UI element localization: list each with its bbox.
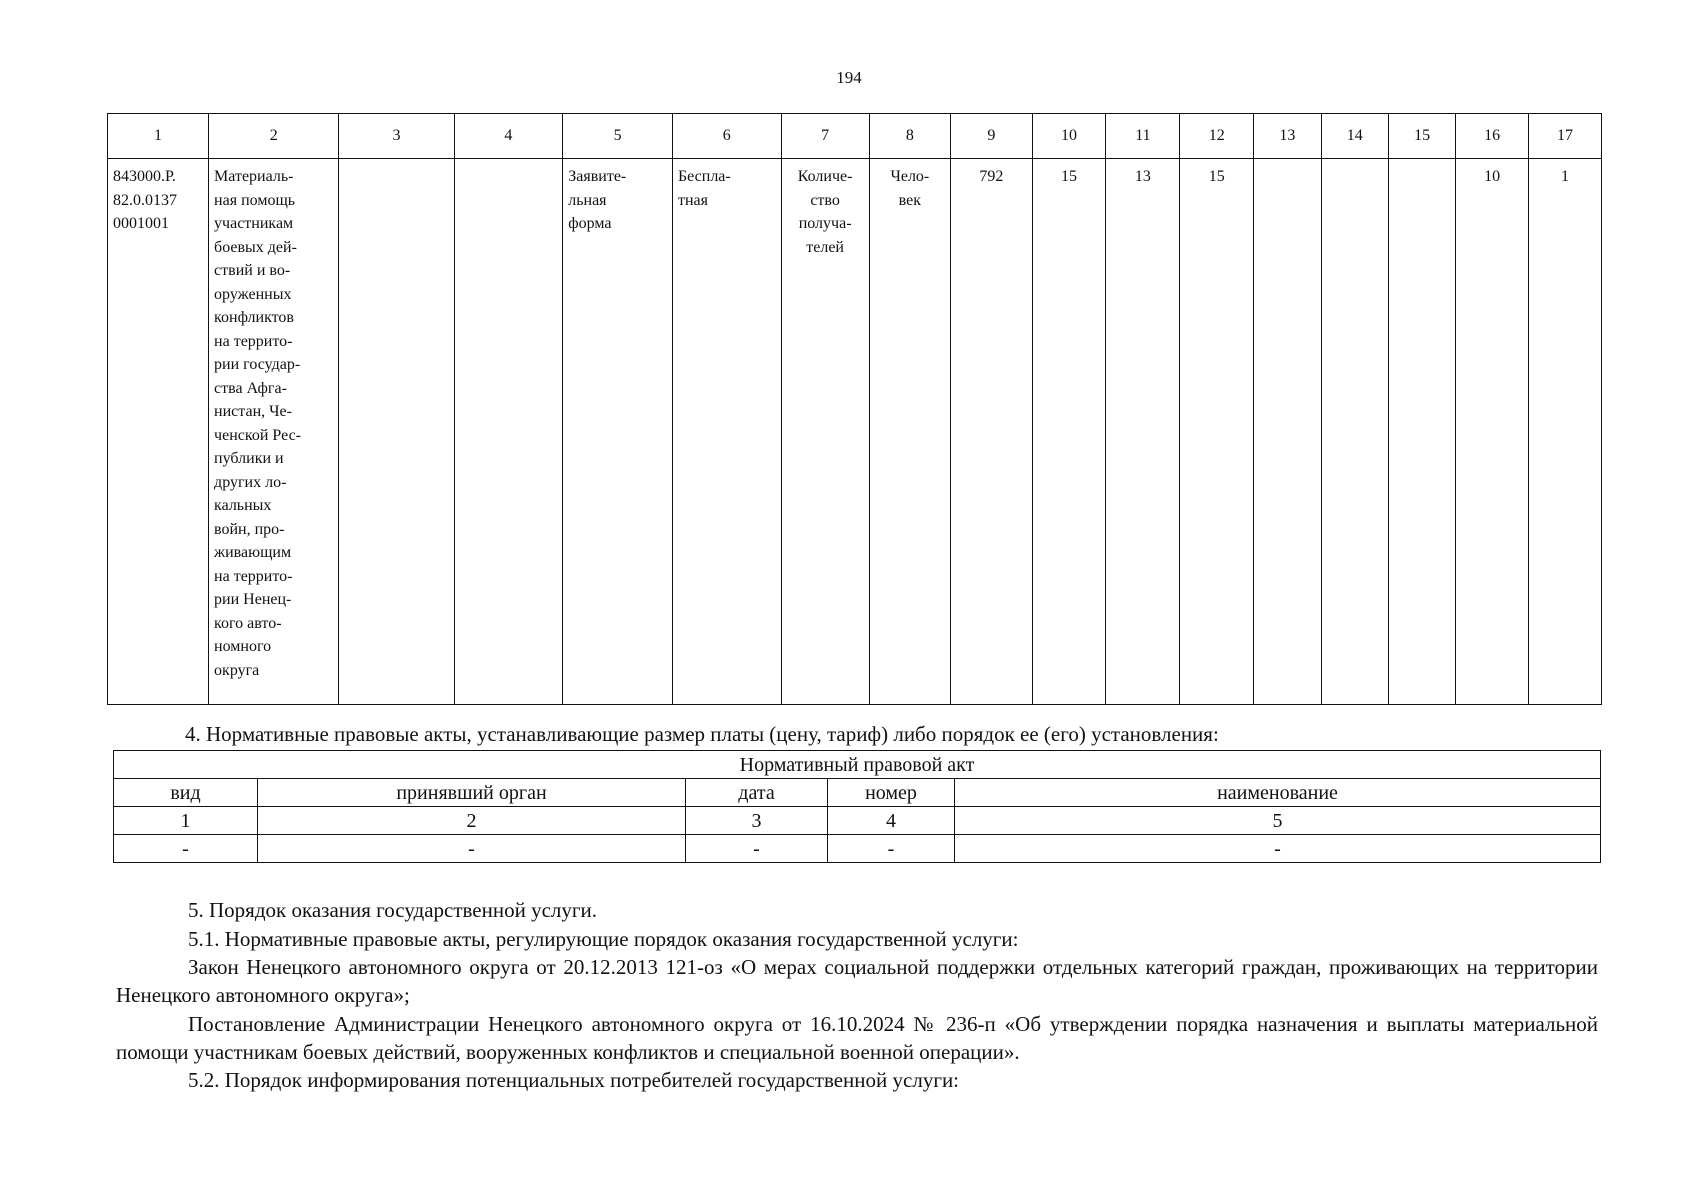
law-paragraph-2: Постановление Администрации Ненецкого автономного округа от 16.10.2024 № 236-п «Об утверждении порядка назначения и выплаты материальной помощи участникам боевых действий, вооруженных конфликтов и специальной военной операции». (116, 1012, 1598, 1064)
cell-15 (1388, 159, 1455, 705)
cell-line: живающим (214, 544, 292, 561)
cell-line: 843000.Р. (113, 168, 176, 185)
cell-line: участникам (214, 215, 294, 232)
cell-line: нистан, Че- (214, 403, 292, 420)
column-number-3: 3 (339, 114, 454, 159)
cell-line: округа (214, 661, 260, 679)
table-row (114, 835, 1601, 863)
section-5-2-heading: 5.2. Порядок информирования потенциальных потребителей государственной услуги: (188, 1068, 960, 1092)
column-number-13: 13 (1254, 114, 1321, 159)
cell-value-2: - (258, 835, 686, 863)
cell-line: ная помощь (214, 191, 296, 209)
column-number-16: 16 (1456, 114, 1529, 159)
cell-line: боевых дей- (214, 238, 297, 256)
cell-line: рии Ненец- (214, 591, 292, 608)
column-number-7: 7 (781, 114, 869, 159)
service-name-cell (209, 159, 339, 705)
cell-line: кого авто- (214, 614, 282, 632)
cell-3 (339, 159, 454, 705)
cell-line: 0001001 (113, 215, 169, 232)
column-header-2: принявший орган (258, 779, 686, 807)
column-number-5: 5 (955, 807, 1601, 835)
payment-cell (672, 159, 781, 705)
cell-line: ства Афга- (214, 379, 287, 397)
cell-line: телей (806, 238, 844, 256)
column-header-3: дата (686, 779, 828, 807)
cell-line: получа- (798, 215, 852, 232)
table-header-row (108, 114, 1602, 159)
table-header-row (114, 779, 1601, 807)
column-number-1: 1 (114, 807, 258, 835)
cell-line: Количе- (797, 168, 853, 185)
cell-line: кальных (214, 497, 272, 514)
column-number-6: 6 (672, 114, 781, 159)
unit-cell (869, 159, 950, 705)
column-number-9: 9 (951, 114, 1032, 159)
cell-line: Заявите- (568, 168, 627, 185)
cell-line: публики и (214, 450, 284, 467)
cell-line: льная (568, 191, 607, 209)
column-number-8: 8 (869, 114, 950, 159)
cell-9: 792 (951, 159, 1032, 705)
cell-line: других ло- (214, 473, 287, 491)
page-number: 194 (836, 68, 862, 87)
cell-14 (1321, 159, 1388, 705)
cell-line: век (898, 191, 922, 209)
cell-16: 10 (1456, 159, 1529, 705)
cell-line: конфликтов (214, 309, 294, 326)
cell-11: 13 (1106, 159, 1180, 705)
column-number-12: 12 (1180, 114, 1254, 159)
column-number-11: 11 (1106, 114, 1180, 159)
column-header-1: вид (114, 779, 258, 807)
indicator-cell (781, 159, 869, 705)
column-number-15: 15 (1388, 114, 1455, 159)
cell-value-4: - (828, 835, 955, 863)
cell-line: рии государ- (214, 356, 301, 373)
column-number-4: 4 (454, 114, 563, 159)
service-volume-table (107, 113, 1602, 705)
column-header-5: наименование (955, 779, 1601, 807)
cell-4 (454, 159, 563, 705)
section-5-1-heading: 5.1. Нормативные правовые акты, регулирующие порядок оказания государственной услуги: (188, 927, 1019, 951)
cell-line: ствий и во- (214, 262, 291, 279)
column-number-3: 3 (686, 807, 828, 835)
cell-line: ство (810, 191, 840, 209)
cell-line: Чело- (890, 168, 930, 185)
cell-value-1: - (114, 835, 258, 863)
column-number-5: 5 (563, 114, 673, 159)
cell-line: номного (214, 638, 272, 655)
cell-line: Материаль- (214, 168, 294, 185)
cell-line: оруженных (214, 285, 292, 303)
form-cell (563, 159, 673, 705)
cell-value-5: - (955, 835, 1601, 863)
cell-value-3: - (686, 835, 828, 863)
cell-line: Беспла- (677, 168, 731, 185)
cell-10: 15 (1032, 159, 1106, 705)
cell-line: войн, про- (214, 520, 285, 538)
law-paragraph-1: Закон Ненецкого автономного округа от 20.12.2013 121-оз «О мерах социальной поддержки отдельных категорий граждан, проживающих на территории Ненецкого автономного округа»; (116, 955, 1598, 1007)
legal-acts-table (113, 750, 1601, 863)
column-number-2: 2 (209, 114, 339, 159)
cell-line: ченской Рес- (214, 426, 301, 444)
column-number-1: 1 (108, 114, 209, 159)
cell-line: 82.0.0137 (113, 191, 177, 209)
column-number-17: 17 (1529, 114, 1602, 159)
table-row (108, 159, 1602, 705)
column-number-14: 14 (1321, 114, 1388, 159)
cell-13 (1254, 159, 1321, 705)
cell-line: на террито- (214, 567, 293, 585)
table-number-row (114, 807, 1601, 835)
cell-line: форма (568, 215, 612, 232)
legal-act-title: Нормативный правовой акт (114, 751, 1601, 779)
column-number-4: 4 (828, 807, 955, 835)
column-number-2: 2 (258, 807, 686, 835)
cell-line: тная (677, 191, 708, 209)
cell-line: на террито- (214, 332, 293, 350)
column-header-4: номер (828, 779, 955, 807)
section-5-heading: 5. Порядок оказания государственной услуги. (188, 898, 597, 922)
section-4-heading: 4. Нормативные правовые акты, устанавливающие размер платы (цену, тариф) либо порядок ее (его) установления: (185, 722, 1219, 746)
cell-12: 15 (1180, 159, 1254, 705)
column-number-10: 10 (1032, 114, 1106, 159)
registry-code-cell (108, 159, 209, 705)
cell-17: 1 (1529, 159, 1602, 705)
